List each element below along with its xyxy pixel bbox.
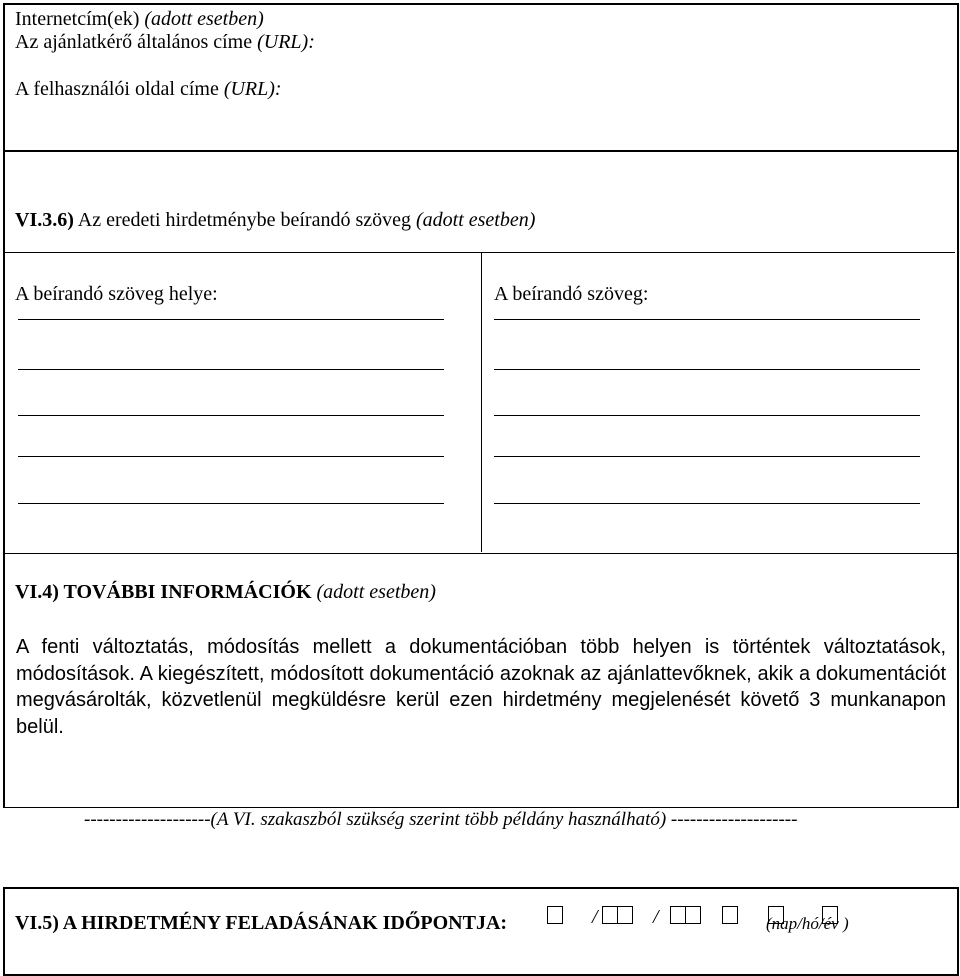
- insert-location-label: A beírandó szöveg helye:: [15, 283, 218, 305]
- date-slash: /: [592, 906, 598, 928]
- section-separator-note: --------------------(A VI. szakaszból szükség szerint több példány használható) --------------------: [84, 809, 798, 830]
- date-day-box[interactable]: [547, 906, 563, 924]
- vi5-title: VI.5) A HIRDETMÉNY FELADÁSÁNAK IDŐPONTJA:: [15, 912, 508, 934]
- vi4-note: (adott esetben): [316, 581, 436, 603]
- date-format-hint: (nap/hó/év ): [766, 914, 849, 933]
- insert-location-line[interactable]: [18, 503, 444, 504]
- insert-location-line[interactable]: [18, 456, 444, 457]
- insert-text-line[interactable]: [494, 503, 920, 504]
- general-url-row: [15, 31, 315, 53]
- general-url-label: Az ajánlatkérő általános címe: [15, 31, 253, 53]
- vi3-title: Az eredeti hirdetménybe beírandó szöveg: [77, 209, 411, 231]
- internet-heading-text: Internetcím(ek): [15, 8, 140, 30]
- insert-text-label: A beírandó szöveg:: [494, 283, 649, 305]
- vi3-divider-horizontal: [5, 252, 955, 253]
- internet-heading-note: (adott esetben): [144, 8, 264, 30]
- insert-location-line[interactable]: [18, 319, 444, 320]
- vi4-title: VI.4) TOVÁBBI INFORMÁCIÓK: [15, 581, 312, 603]
- insert-text-line[interactable]: [494, 415, 920, 416]
- profile-url-label: A felhasználói oldal címe: [15, 78, 219, 100]
- date-year-box[interactable]: [722, 906, 738, 924]
- insert-location-line[interactable]: [18, 369, 444, 370]
- internet-heading: [15, 8, 264, 30]
- date-month-box[interactable]: [670, 906, 686, 924]
- date-slash: /: [653, 906, 659, 928]
- vi3-heading: [15, 209, 535, 231]
- vi4-heading: [15, 581, 436, 603]
- general-url-suffix: (URL):: [257, 31, 315, 53]
- insert-text-line[interactable]: [494, 456, 920, 457]
- date-year-box[interactable]: [685, 906, 701, 924]
- vi3-note: (adott esetben): [416, 209, 536, 231]
- profile-url-row: [15, 78, 282, 100]
- vi3-number: VI.3.6): [15, 209, 74, 231]
- insert-text-line[interactable]: [494, 319, 920, 320]
- vi3-divider-vertical: [481, 252, 482, 552]
- date-month-box[interactable]: [617, 906, 633, 924]
- profile-url-suffix: (URL):: [223, 78, 282, 100]
- vi4-paragraph: A fenti változtatás, módosítás mellett a dokumentációban több helyen is történtek változtatások, módosítások. A kiegészített, módosított dokumentáció azoknak az ajánlattevőknek, akik a dokumentációt megvásárolták, közvetlenül megküldésre kerül ezen hirdetmény megjelenését követő 3 munkanapon belül.: [16, 636, 946, 738]
- insert-location-line[interactable]: [18, 415, 444, 416]
- insert-text-line[interactable]: [494, 369, 920, 370]
- date-day-box[interactable]: [602, 906, 618, 924]
